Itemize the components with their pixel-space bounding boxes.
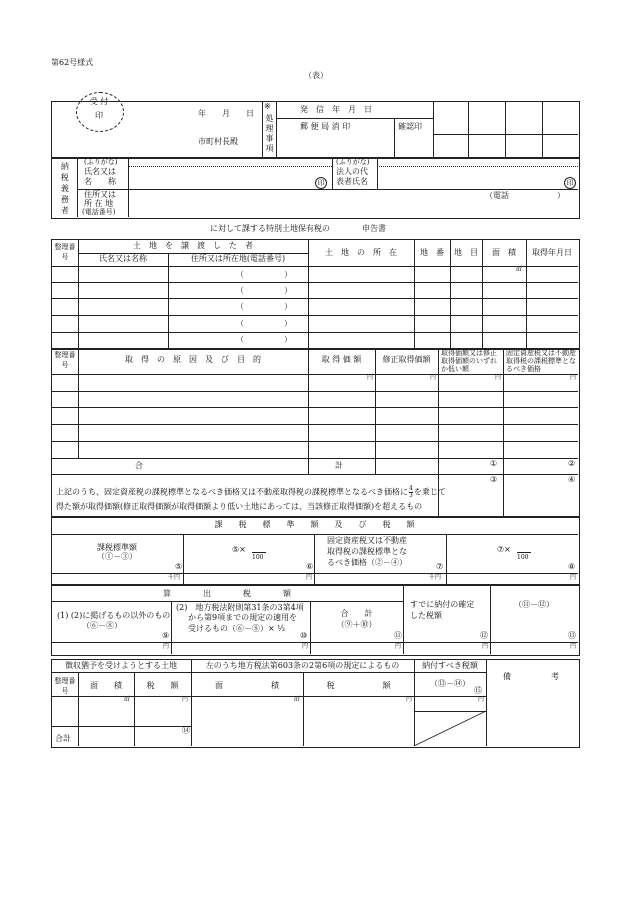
deferral-title-3: 納付すべき税額 bbox=[422, 661, 478, 670]
fixed-asset-header: 固定資産税又は不動産取得税の課税標準となるべき価格 bbox=[506, 349, 576, 373]
thousand-yen-1: 千円 bbox=[168, 574, 181, 581]
calc-col2-label-1: (2) 地方税法附則第31条の3第4項 bbox=[176, 603, 304, 612]
rep-furigana-label: (ふりがな) bbox=[336, 158, 370, 166]
land-row-paren-4: （ ） bbox=[236, 319, 292, 328]
tax-base-label: 課税標準額 bbox=[97, 543, 137, 552]
yen-deferral-1: 円 bbox=[182, 696, 189, 703]
postmark-label: 郵 便 局 消 印 bbox=[300, 122, 351, 131]
acq-date-header: 取得年月日 bbox=[532, 248, 572, 257]
sqm-1: ㎡ bbox=[124, 696, 131, 703]
deferral-tax-header: 税 額 bbox=[146, 681, 179, 690]
mayor-label: 市町村長殿 bbox=[198, 137, 238, 146]
transferor-address-header: 住所又は所在地(電話番号) bbox=[190, 254, 286, 263]
processing-note-mark: ※ bbox=[264, 102, 271, 111]
yen-13: 円 bbox=[570, 643, 577, 650]
num14: ⑭ bbox=[182, 726, 190, 735]
deferral-title-2: 左のうち地方税法第603条の2第6項の規定によるもの bbox=[205, 661, 400, 670]
tax-calc-title: 算 出 税 額 bbox=[163, 589, 291, 598]
side-label: （表） bbox=[304, 71, 328, 80]
num10: ⑩ bbox=[300, 631, 308, 640]
num13: ⑬ bbox=[568, 631, 576, 640]
seal-mark-name: 印 bbox=[315, 177, 327, 189]
rep-label-2: 表者氏名 bbox=[336, 177, 368, 186]
address-label-3: (電話番号) bbox=[82, 208, 116, 216]
acq-price-header: 取 得 価 額 bbox=[321, 355, 362, 364]
rate-den: 100 bbox=[252, 554, 264, 561]
transferor-header: 土 地 を 譲 渡 し た 者 bbox=[133, 241, 253, 250]
furigana-label: (ふりがな) bbox=[84, 158, 118, 166]
num11: ⑪ bbox=[394, 631, 402, 640]
note-line-1-text: 上記のうち、固定資産税の課税標準となるべき価格又は不動産取得税の課税標準となるべき価格に bbox=[56, 487, 408, 497]
land-row-paren-1: （ ） bbox=[236, 270, 292, 279]
name-label-2: 名 称 bbox=[84, 177, 116, 186]
adj-price-header: 修正取得価額 bbox=[382, 355, 431, 364]
yen-deferral-3: 円 bbox=[478, 696, 485, 703]
deferral-formula: （⑬－⑭） bbox=[430, 679, 470, 688]
rate-formula-2: ⑦× bbox=[497, 545, 511, 554]
tax-base-title: 課 税 標 準 額 及 び 税 額 bbox=[214, 520, 415, 529]
note-line-1 bbox=[56, 486, 446, 499]
diagonal-slash bbox=[414, 711, 486, 746]
address-label-2: 所 在 地 bbox=[84, 199, 114, 208]
land-no-header: 地 番 bbox=[420, 248, 444, 257]
land-row-paren-5: （ ） bbox=[236, 335, 292, 344]
deferral-area-header: 面 積 bbox=[90, 681, 122, 690]
diff-formula: （⑪－⑫） bbox=[514, 600, 554, 609]
seal-mark-rep: 印 bbox=[564, 177, 576, 189]
send-date-label: 発 信 年 月 日 bbox=[300, 105, 372, 114]
deferral-ref-no: 整理番号 bbox=[54, 677, 76, 695]
yen-10: 円 bbox=[302, 643, 309, 650]
fraction-4-3 bbox=[409, 486, 413, 499]
num7: ⑦ bbox=[436, 562, 444, 571]
fixed-label-1: 固定資産税又は不動産 bbox=[327, 536, 407, 545]
rep-label-1: 法人の代 bbox=[336, 167, 368, 176]
num15: ⑮ bbox=[474, 686, 482, 695]
num1: ① bbox=[490, 459, 498, 468]
yen-9: 円 bbox=[163, 643, 170, 650]
num4: ④ bbox=[568, 475, 576, 484]
paid-label-1: すでに納付の確定 bbox=[410, 600, 475, 609]
fixed-label-2: 取得税の課税標準とな bbox=[327, 547, 407, 556]
yen-adj: 円 bbox=[430, 374, 437, 381]
date-label: 年 月 日 bbox=[198, 109, 254, 118]
calc-col2-label-2: から第9項までの規定の適用を bbox=[188, 613, 298, 622]
location-header: 土 地 の 所 在 bbox=[325, 248, 397, 257]
num12: ⑫ bbox=[480, 631, 488, 640]
phone-label: （電話 ） bbox=[485, 191, 565, 200]
land-row-paren-3: （ ） bbox=[236, 302, 292, 311]
total-label: 合 計 bbox=[135, 461, 343, 470]
processing-note-label: 処理事項 bbox=[265, 114, 274, 154]
receipt-stamp-seal: 印 bbox=[95, 111, 103, 120]
fraction-den: 3 bbox=[409, 492, 413, 499]
yen-base-8: 円 bbox=[570, 574, 577, 581]
note-line-2: 得た額が取得価額(修正取得価額が取得価額より低い土地にあっては、当該修正取得価額)を超えるもの bbox=[56, 502, 423, 511]
deferral-tax2-header: 税 額 bbox=[326, 681, 391, 690]
area-header: 面 積 bbox=[492, 248, 516, 257]
category-header: 地 目 bbox=[454, 248, 478, 257]
yen-lower: 円 bbox=[495, 374, 502, 381]
yen-base-6: 円 bbox=[306, 574, 313, 581]
name-label-1: 氏名又は bbox=[84, 167, 116, 176]
acq-ref-no-header: 整理番号 bbox=[54, 351, 76, 369]
yen-fixed: 円 bbox=[570, 374, 577, 381]
fixed-label-3: るべき価格（②－④） bbox=[327, 558, 407, 567]
yen-acq: 円 bbox=[367, 374, 374, 381]
paid-label-2: した税額 bbox=[410, 611, 442, 620]
area-unit: ㎡ bbox=[516, 266, 523, 273]
calc-col1-formula: （⑥－⑧） bbox=[82, 621, 122, 630]
form-number: 第62号様式 bbox=[51, 58, 94, 67]
num8: ⑧ bbox=[568, 562, 576, 571]
lower-price-header: 取得価額又は修正取得価額のいずれか低い額 bbox=[441, 349, 497, 373]
yen-12: 円 bbox=[482, 643, 489, 650]
deferral-total: 合計 bbox=[55, 734, 71, 743]
deferral-area2-header: 面 積 bbox=[215, 681, 279, 690]
thousand-yen-2: 千円 bbox=[429, 574, 442, 581]
receipt-stamp-label: 受 付 bbox=[89, 97, 109, 106]
sum-formula: （⑨＋⑩） bbox=[336, 620, 377, 629]
land-row-paren-2: （ ） bbox=[236, 286, 292, 295]
num9: ⑨ bbox=[162, 631, 170, 640]
transferor-name-header: 氏名又は名称 bbox=[99, 254, 147, 263]
sqm-2: ㎡ bbox=[294, 696, 301, 703]
form-title: に対して課する特別土地保有税の 申告書 bbox=[210, 224, 386, 233]
sum-label: 合 計 bbox=[340, 609, 373, 618]
processing-note bbox=[263, 114, 275, 157]
calc-col1-label: (1) (2)に掲げるもの以外のもの bbox=[57, 611, 171, 620]
rate-den-2: 100 bbox=[517, 554, 529, 561]
deferral-title-1: 徴収猶予を受けようとする土地 bbox=[65, 661, 177, 670]
address-label-1: 住所又は bbox=[84, 190, 116, 199]
yen-deferral-2: 円 bbox=[406, 696, 413, 703]
land-ref-no-header: 整理番号 bbox=[54, 243, 76, 261]
num5: ⑤ bbox=[175, 562, 183, 571]
confirm-seal-label: 確認印 bbox=[398, 122, 422, 131]
note-line-1-end: を乗じて bbox=[413, 487, 446, 497]
tax-base-formula: （①－③） bbox=[97, 552, 137, 561]
cause-header: 取 得 の 原 因 及 び 目 的 bbox=[125, 355, 261, 364]
rate-formula: ⑤× bbox=[232, 545, 246, 554]
taxpayer-side-label: 納税義務者 bbox=[60, 162, 70, 217]
yen-11: 円 bbox=[395, 643, 402, 650]
num3: ③ bbox=[490, 475, 498, 484]
calc-col2-label-3: 受けるもの（⑥－⑧）× ¹⁄₃ bbox=[188, 624, 285, 633]
num2: ② bbox=[568, 459, 576, 468]
remarks-label: 備 考 bbox=[503, 672, 559, 681]
fraction-num: 4 bbox=[409, 485, 413, 492]
num6: ⑥ bbox=[306, 562, 314, 571]
